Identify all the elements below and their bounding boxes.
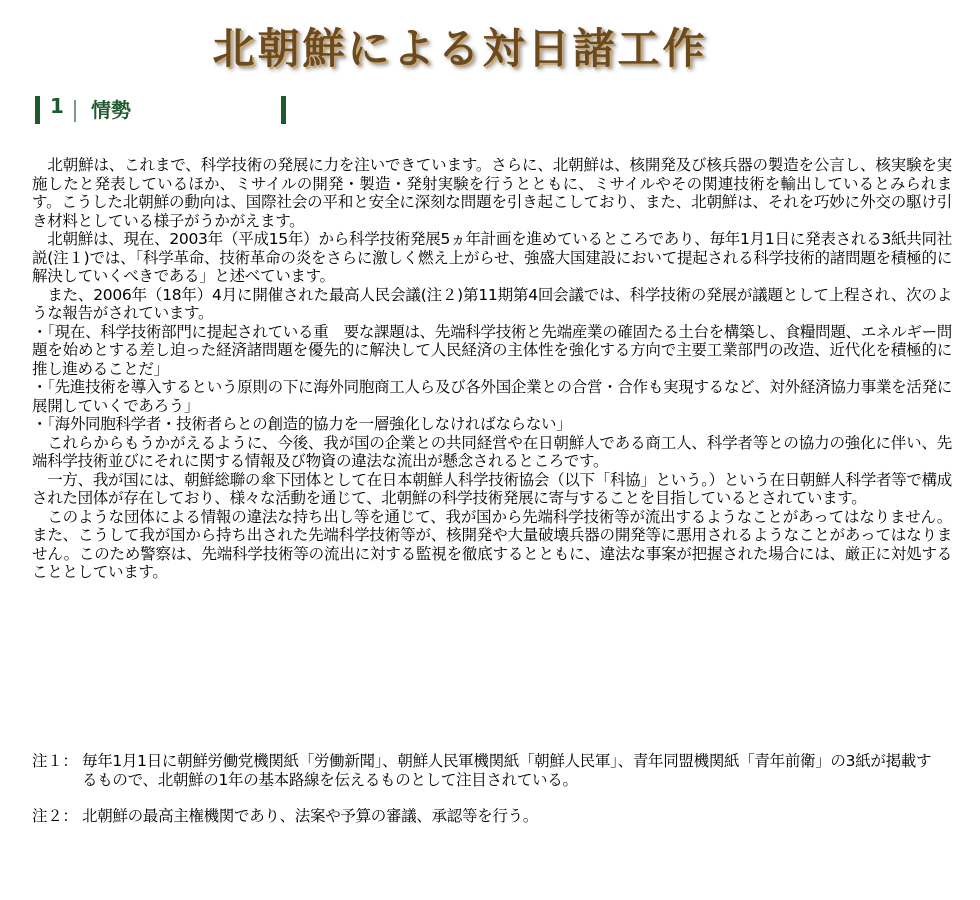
bullet-quote: ・「現在、科学技術部門に提起されている重 要な課題は、先端科学技術と先端産業の確固たる土台を構築し、食糧問題、エネルギー問題を始めとする差し迫った経済諸問題を優先的に解決して人民経済の主体性を強化する方向で主要工業部門の改造、近代化を積極的に推し進めることだ」 — [32, 322, 952, 378]
section-number: 1 — [50, 94, 64, 118]
paragraph: これらからもうかがえるように、今後、我が国の企業との共同経営や在日朝鮮人である商工人、科学者等との協力の強化に伴い、先端科学技術並びにそれに関する情報及び物資の違法な流出が懸念されるところです。 — [32, 433, 952, 470]
section-bar-right — [281, 96, 286, 124]
footnote-text: 毎年1月1日に朝鮮労働党機関紙「労働新聞」、朝鮮人民軍機関紙「朝鮮人民軍」、青年同盟機関紙「青年前衛」の3紙が掲載するもので、北朝鮮の1年の基本路線を伝えるものとして注目されている。 — [82, 752, 932, 789]
section-divider — [74, 100, 76, 122]
footnote-label: 注２： — [32, 807, 78, 825]
paragraph: 北朝鮮は、現在、2003年（平成15年）から科学技術発展5ヵ年計画を進めているところであり、毎年1月1日に発表される3紙共同社説(注１)では、「科学革命、技術革命の炎をさらに激しく燃え上がらせ、強盛大国建設において提起される科学技術的諸問題を積極的に解決していくべきである」と述べています。 — [32, 230, 952, 285]
footnote-label: 注１： — [32, 752, 78, 770]
section-title: 情勢 — [91, 98, 131, 122]
paragraph: 北朝鮮は、これまで、科学技術の発展に力を注いできています。さらに、北朝鮮は、核開発及び核兵器の製造を公言し、核実験を実施したと発表しているほか、ミサイルの開発・製造・発射実験を行うとともに、ミサイルやその関連技術を輸出しているとみられます。こうした北朝鮮の動向は、国際社会の平和と安全に深刻な問題を引き起こしており、また、北朝鮮は、それを巧妙に外交の駆け引き材料としている様子がうかがえます。 — [32, 156, 952, 230]
paragraph: 一方、我が国には、朝鮮総聯の傘下団体として在日本朝鮮人科学技術協会（以下「科協」という。）という在日朝鮮人科学者等で構成された団体が存在しており、様々な活動を通じて、北朝鮮の科学技術発展に寄与することを目指しているとされています。 — [32, 470, 952, 507]
bullet-quote: ・「先進技術を導入するという原則の下に海外同胞商工人ら及び各外国企業との合営・合作も実現するなど、対外経済協力事業を活発に展開していくであろう」 — [32, 378, 952, 415]
paragraph: このような団体による情報の違法な持ち出し等を通じて、我が国から先端科学技術等が流出するようなことがあってはなりません。また、こうして我が国から持ち出された先端科学技術等が、核開発や大量破壊兵器の開発等に悪用されるようなことがあってはなりません。このため警察は、先端科学技術等の流出に対する監視を徹底するとともに、違法な事案が把握された場合には、厳正に対処することとしています。 — [32, 507, 952, 581]
bullet-quote: ・「海外同胞科学者・技術者らとの創造的協力を一層強化しなければならない」 — [32, 415, 572, 433]
paragraph: また、2006年（18年）4月に開催された最高人民会議(注２)第11期第4回会議では、科学技術の発展が議題として上程され、次のような報告がされています。 — [32, 285, 952, 322]
section-header — [35, 92, 290, 126]
footnotes — [32, 752, 932, 844]
body-text — [32, 156, 952, 582]
footnote-2 — [32, 807, 932, 826]
page-title: 北朝鮮による対日諸工作 — [212, 24, 708, 73]
footnote-1 — [32, 752, 932, 789]
footnote-text: 北朝鮮の最高主権機関であり、法案や予算の審議、承認等を行う。 — [82, 807, 539, 825]
section-bar-left — [35, 96, 40, 124]
